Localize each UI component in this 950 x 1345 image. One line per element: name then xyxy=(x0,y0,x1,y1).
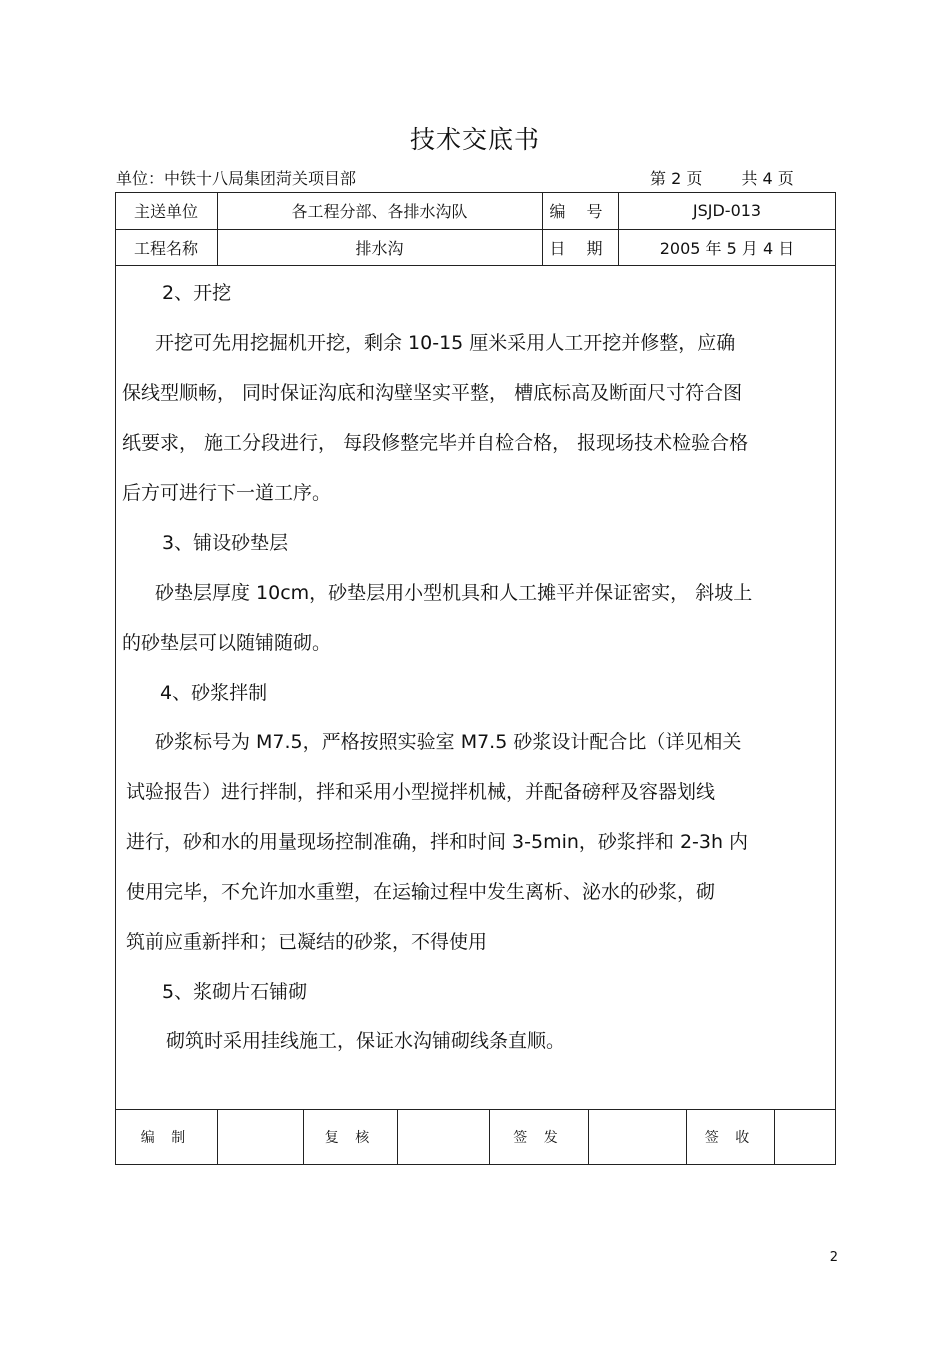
section-heading-excavation: 2、开挖 xyxy=(162,282,232,304)
body-line: 砂浆标号为 M7.5，严格按照实验室 M7.5 砂浆设计配合比（详见相关 xyxy=(155,731,742,753)
row-divider-2 xyxy=(115,265,836,266)
date-label: 日 期 xyxy=(549,238,611,258)
body-line: 的砂垫层可以随铺随砌。 xyxy=(122,632,332,654)
unit-line: 单位：中铁十八局集团菏关项目部 xyxy=(116,169,357,188)
sender-label: 主送单位 xyxy=(133,202,198,221)
sig-col-divider-3 xyxy=(397,1109,398,1165)
number-value: JSJD-013 xyxy=(692,201,762,220)
reviewed-by-label: 复 核 xyxy=(324,1130,376,1146)
section-heading-masonry: 5、浆砌片石铺砌 xyxy=(162,981,308,1003)
page-number: 2 xyxy=(829,1250,838,1265)
body-line: 使用完毕，不允许加水重塑，在运输过程中发生离析、泌水的砂浆，砌 xyxy=(126,881,716,903)
sig-col-divider-7 xyxy=(774,1109,775,1165)
section-heading-sand-layer: 3、铺设砂垫层 xyxy=(162,532,289,554)
project-value: 排水沟 xyxy=(355,238,404,258)
body-line: 进行，砂和水的用量现场控制准确，拌和时间 3-5min，砂浆拌和 2-3h 内 xyxy=(126,831,749,853)
number-label: 编 号 xyxy=(549,202,611,221)
body-line: 后方可进行下一道工序。 xyxy=(122,482,332,504)
body-line: 保线型顺畅， 同时保证沟底和沟壁坚实平整， 槽底标高及断面尺寸符合图 xyxy=(122,382,743,404)
received-by-label: 签 收 xyxy=(704,1130,756,1146)
body-line: 开挖可先用挖掘机开挖，剩余 10-15 厘米采用人工开挖并修整，应确 xyxy=(155,332,736,354)
section-heading-mortar: 4、砂浆拌制 xyxy=(160,682,268,704)
sender-value: 各工程分部、各排水沟队 xyxy=(291,202,468,221)
document-title: 技术交底书 xyxy=(409,125,540,154)
body-line: 纸要求， 施工分段进行， 每段修整完毕并自检合格， 报现场技术检验合格 xyxy=(122,432,749,454)
date-value: 2005 年 5 月 4 日 xyxy=(659,238,795,258)
body-line: 试验报告）进行拌制，拌和采用小型搅拌机械，并配备磅秤及容器划线 xyxy=(126,781,716,803)
body-line: 筑前应重新拌和；已凝结的砂浆，不得使用 xyxy=(126,931,488,953)
total-pages-label: 共 4 页 xyxy=(741,169,794,188)
body-line: 砌筑时采用挂线施工，保证水沟铺砌线条直顺。 xyxy=(166,1030,566,1052)
page-label: 第 2 页 xyxy=(650,169,703,188)
sig-col-divider-1 xyxy=(217,1109,218,1165)
prepared-by-label: 编 制 xyxy=(140,1130,192,1146)
sig-col-divider-5 xyxy=(588,1109,589,1165)
project-label: 工程名称 xyxy=(133,238,198,258)
page-info xyxy=(650,166,794,189)
body-line: 砂垫层厚度 10cm，砂垫层用小型机具和人工摊平并保证密实， 斜坡上 xyxy=(155,582,753,604)
issued-by-label: 签 发 xyxy=(513,1130,564,1146)
